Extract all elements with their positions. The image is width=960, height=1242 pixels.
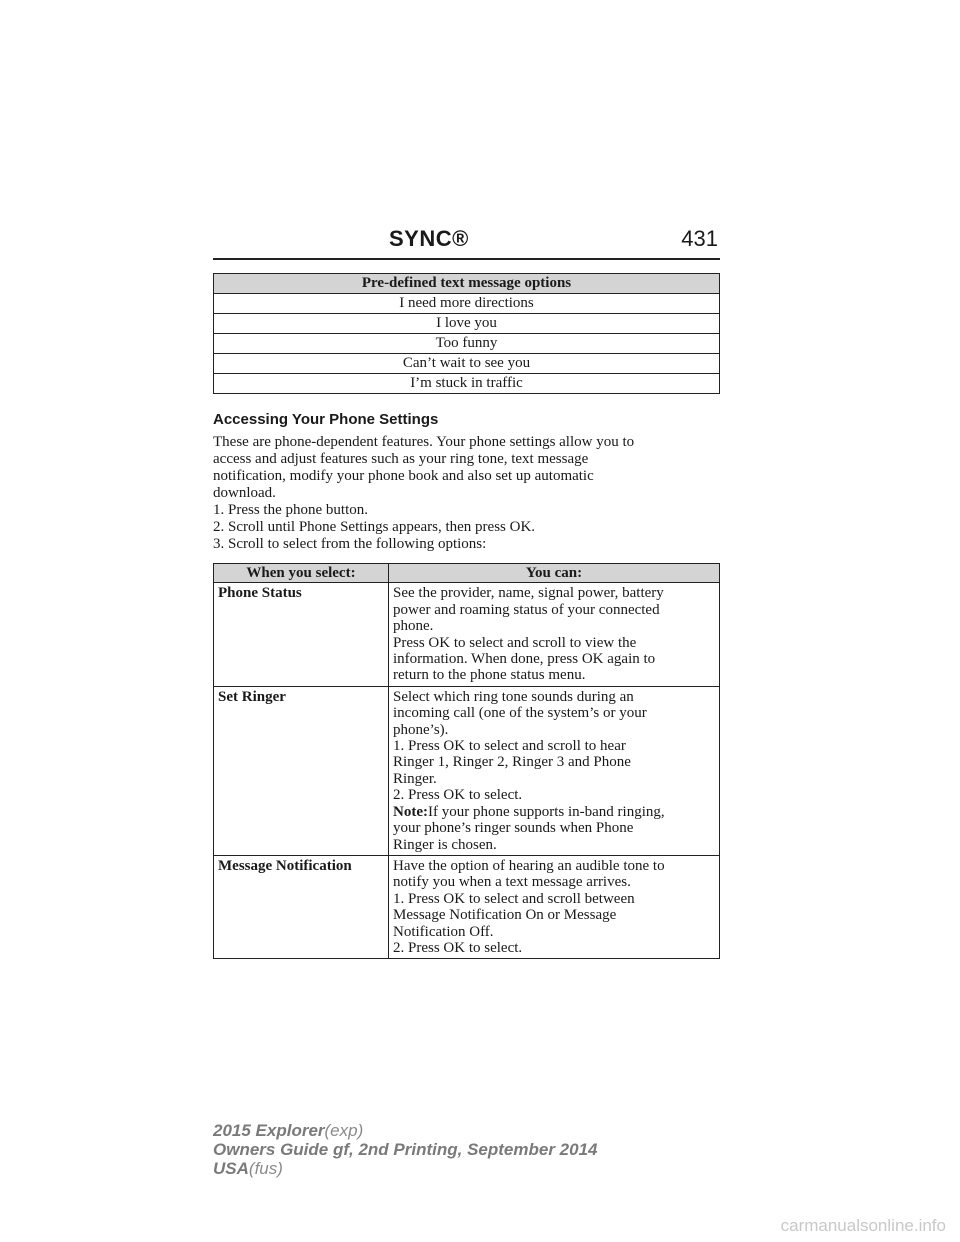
table-row: I need more directions — [214, 294, 720, 314]
option-description — [389, 855, 720, 958]
page-number: 431 — [681, 226, 718, 251]
description-line: your phone’s ringer sounds when Phone — [393, 820, 634, 837]
page-header — [213, 224, 720, 260]
option-description — [389, 583, 720, 686]
description-line: Notification Off. — [393, 923, 494, 940]
intro-line: download. — [213, 485, 276, 501]
description-line: incoming call (one of the system’s or your — [393, 705, 647, 722]
description-line: Select which ring tone sounds during an — [393, 688, 634, 705]
col-header-select: When you select: — [214, 564, 389, 583]
description-line: Have the option of hearing an audible tone to — [393, 857, 665, 874]
description-line: 1. Press OK to select and scroll to hear — [393, 738, 626, 755]
table-header: Pre-defined text message options — [214, 274, 720, 294]
table-row — [214, 855, 720, 958]
footer-line — [213, 1121, 597, 1140]
intro-line: access and adjust features such as your ring tone, text message — [213, 451, 589, 467]
section-heading: Accessing Your Phone Settings — [213, 411, 439, 428]
intro-line: notification, modify your phone book and also set up automatic — [213, 468, 594, 484]
description-line: Ringer is chosen. — [393, 836, 497, 853]
description-line: information. When done, press OK again to — [393, 651, 656, 668]
footer-region-code: (fus) — [248, 1159, 283, 1178]
note-label: Note: — [393, 803, 428, 820]
step-item: 2. Scroll until Phone Settings appears, then press OK. — [213, 519, 536, 535]
col-header-can: You can: — [389, 564, 720, 583]
table-row: I’m stuck in traffic — [214, 374, 720, 394]
description-line: 2. Press OK to select. — [393, 787, 523, 804]
description-line: See the provider, name, signal power, battery — [393, 585, 664, 602]
description-line: 2. Press OK to select. — [393, 939, 523, 956]
description-line: phone’s). — [393, 721, 449, 738]
footer-line: Owners Guide gf, 2nd Printing, September 2014 — [213, 1140, 598, 1159]
intro-line: These are phone-dependent features. Your phone settings allow you to — [213, 434, 635, 450]
description-line: Press OK to select and scroll to view the — [393, 634, 637, 651]
option-description — [389, 686, 720, 855]
footer-model: 2015 Explorer — [213, 1121, 325, 1140]
table-row: I love you — [214, 314, 720, 334]
option-name: Phone Status — [214, 583, 389, 686]
footer-model-code: (exp) — [324, 1121, 364, 1140]
description-line: 1. Press OK to select and scroll between — [393, 890, 635, 907]
watermark: carmanualsonline.info — [780, 1216, 946, 1235]
footer-line — [213, 1159, 597, 1178]
description-line: notify you when a text message arrives. — [393, 874, 631, 891]
section-body — [213, 434, 720, 553]
description-line: Message Notification On or Message — [393, 907, 617, 924]
option-name: Set Ringer — [214, 686, 389, 855]
footer-region: USA — [213, 1159, 249, 1178]
phone-settings-table — [213, 563, 720, 959]
table-row: Too funny — [214, 334, 720, 354]
table-row — [214, 686, 720, 855]
predefined-messages-table — [213, 273, 720, 394]
description-line: phone. — [393, 618, 434, 635]
note-line — [393, 804, 715, 820]
description-line: return to the phone status menu. — [393, 667, 586, 684]
description-line: Ringer. — [393, 770, 437, 787]
step-item: 3. Scroll to select from the following options: — [213, 536, 487, 552]
option-name: Message Notification — [214, 855, 389, 958]
description-line: Ringer 1, Ringer 2, Ringer 3 and Phone — [393, 754, 631, 771]
chapter-title: SYNC® — [389, 226, 469, 251]
table-row — [214, 583, 720, 686]
document-footer — [213, 1121, 597, 1178]
note-text: If your phone supports in-band ringing, — [427, 803, 665, 820]
table-row: Can’t wait to see you — [214, 354, 720, 374]
step-item: 1. Press the phone button. — [213, 502, 368, 518]
description-line: power and roaming status of your connected — [393, 601, 660, 618]
